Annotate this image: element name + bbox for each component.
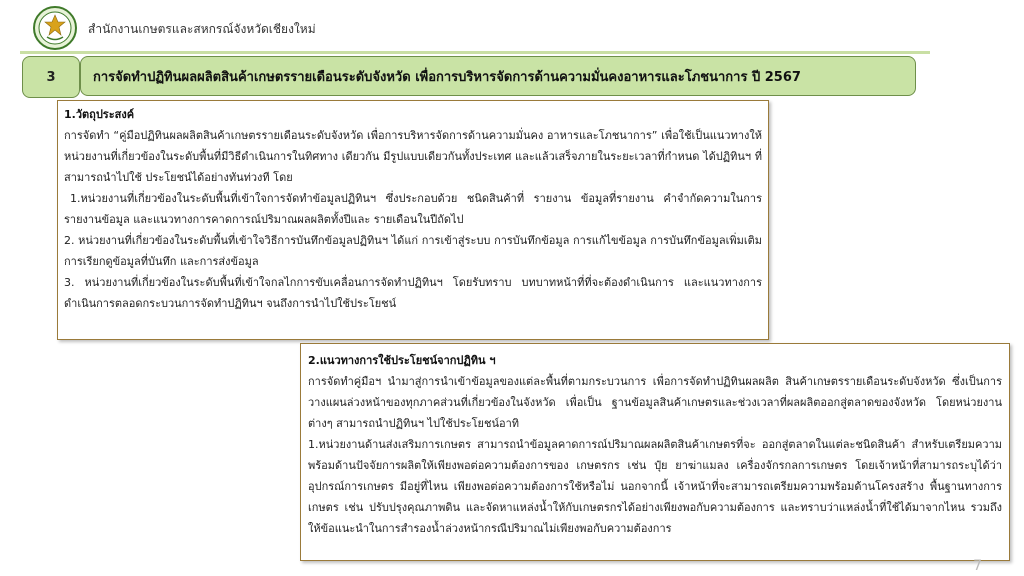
slide-title: การจัดทำปฏิทินผลผลิตสินค้าเกษตรรายเดือนระดับจังหวัด เพื่อการบริหารจัดการด้านความมั่นคงอาหารและโภชนาการ ปี 2567 <box>80 56 916 96</box>
organization-name: สำนักงานเกษตรและสหกรณ์จังหวัดเชียงใหม่ <box>88 22 316 36</box>
section-number-badge: 3 <box>22 56 80 98</box>
objectives-intro: การจัดทำ “คู่มือปฏิทินผลผลิตสินค้าเกษตรรายเดือนระดับจังหวัด เพื่อการบริหารจัดการด้านความมั่นคง อาหารและโภชนาการ” เพื่อใช้เป็นแนวทางให้หน่วยงานที่เกี่ยวข้องในระดับพื้นที่มีวิธีดำเนินการในทิศทาง เดียวกัน มีรูปแบบเดียวกันทั้งประเทศ และแล้วเสร็จภายในระยะเวลาที่กำหนด ได้ปฏิทินฯ ที่สามารถนำไปใช้ ประโยชน์ได้อย่างทันท่วงที โดย <box>64 129 762 184</box>
organization-seal-icon <box>33 6 77 50</box>
header-divider <box>20 51 930 54</box>
usage-intro: การจัดทำคู่มือฯ นำมาสู่การนำเข้าข้อมูลของแต่ละพื้นที่ตามกระบวนการ เพื่อการจัดทำปฏิทินผลผลิต สินค้าเกษตรรายเดือนระดับจังหวัด ซึ่งเป็นการวางแผนล่วงหน้าของทุกภาคส่วนที่เกี่ยวข้องในจังหวัด เพื่อเป็น ฐานข้อมูลสินค้าเกษตรและช่วงเวลาที่ผลผลิตออกสู่ตลาดของจังหวัด โดยหน่วยงานต่างๆ สามารถนำปฏิทินฯ ไปใช้ประโยชน์อาทิ <box>308 375 1002 430</box>
objectives-heading: 1.วัตถุประสงค์ <box>64 108 135 121</box>
objective-item-1: 1.หน่วยงานที่เกี่ยวข้องในระดับพื้นที่เข้าใจการจัดทำข้อมูลปฏิทินฯ ซึ่งประกอบด้วย ชนิดสินค้าที่ รายงาน ข้อมูลที่รายงาน คำจำกัดความในการรายงานข้อมูล และแนวทางการคาดการณ์ปริมาณผลผลิตทั้งปีและ รายเดือนในปีถัดไป <box>64 192 762 226</box>
usage-panel <box>300 343 1010 561</box>
objectives-panel <box>57 100 769 340</box>
usage-item-1: 1.หน่วยงานด้านส่งเสริมการเกษตร สามารถนำข้อมูลคาดการณ์ปริมาณผลผลิตสินค้าเกษตรที่จะ ออกสู่ตลาดในแต่ละชนิดสินค้า สำหรับเตรียมความพร้อมด้านปัจจัยการผลิตให้เพียงพอต่อความต้องการของ เกษตรกร เช่น ปุ๋ย ยาฆ่าแมลง เครื่องจักรกลการเกษตร โดยเจ้าหน้าที่สามารถระบุได้ว่าอุปกรณ์การเกษตร มีอยู่ที่ไหน เพียงพอต่อความต้องการใช้หรือไม่ นอกจากนี้ เจ้าหน้าที่จะสามารถเตรียมความพร้อมด้านโครงสร้าง พื้นฐานทางการเกษตร เช่น ปรับปรุงคุณภาพดิน และจัดหาแหล่งน้ำให้กับเกษตรกรได้อย่างเพียงพอกับความต้องการ และทราบว่าแหล่งน้ำที่ใช้ได้มาจากไหน รวมถึงให้ข้อแนะนำในการสำรองน้ำล่วงหน้ากรณีปริมาณไม่เพียงพอกับความต้องการ <box>308 438 1002 535</box>
objective-item-2: 2. หน่วยงานที่เกี่ยวข้องในระดับพื้นที่เข้าใจวิธีการบันทึกข้อมูลปฏิทินฯ ได้แก่ การเข้าสู่ระบบ การบันทึกข้อมูล การแก้ไขข้อมูล การบันทึกข้อมูลเพิ่มเติม การเรียกดูข้อมูลที่บันทึก และการส่งข้อมูล <box>64 234 762 268</box>
objective-item-3: 3. หน่วยงานที่เกี่ยวข้องในระดับพื้นที่เข้าใจกลไกการขับเคลื่อนการจัดทำปฏิทินฯ โดยรับทราบ บทบาทหน้าที่ที่จะต้องดำเนินการ และแนวทางการดำเนินการตลอดกระบวนการจัดทำปฏิทินฯ จนถึงการนำไปใช้ประโยชน์ <box>64 276 762 310</box>
usage-heading: 2.แนวทางการใช้ประโยชน์จากปฏิทิน ฯ <box>308 354 496 367</box>
page-number: 7 <box>973 558 982 574</box>
